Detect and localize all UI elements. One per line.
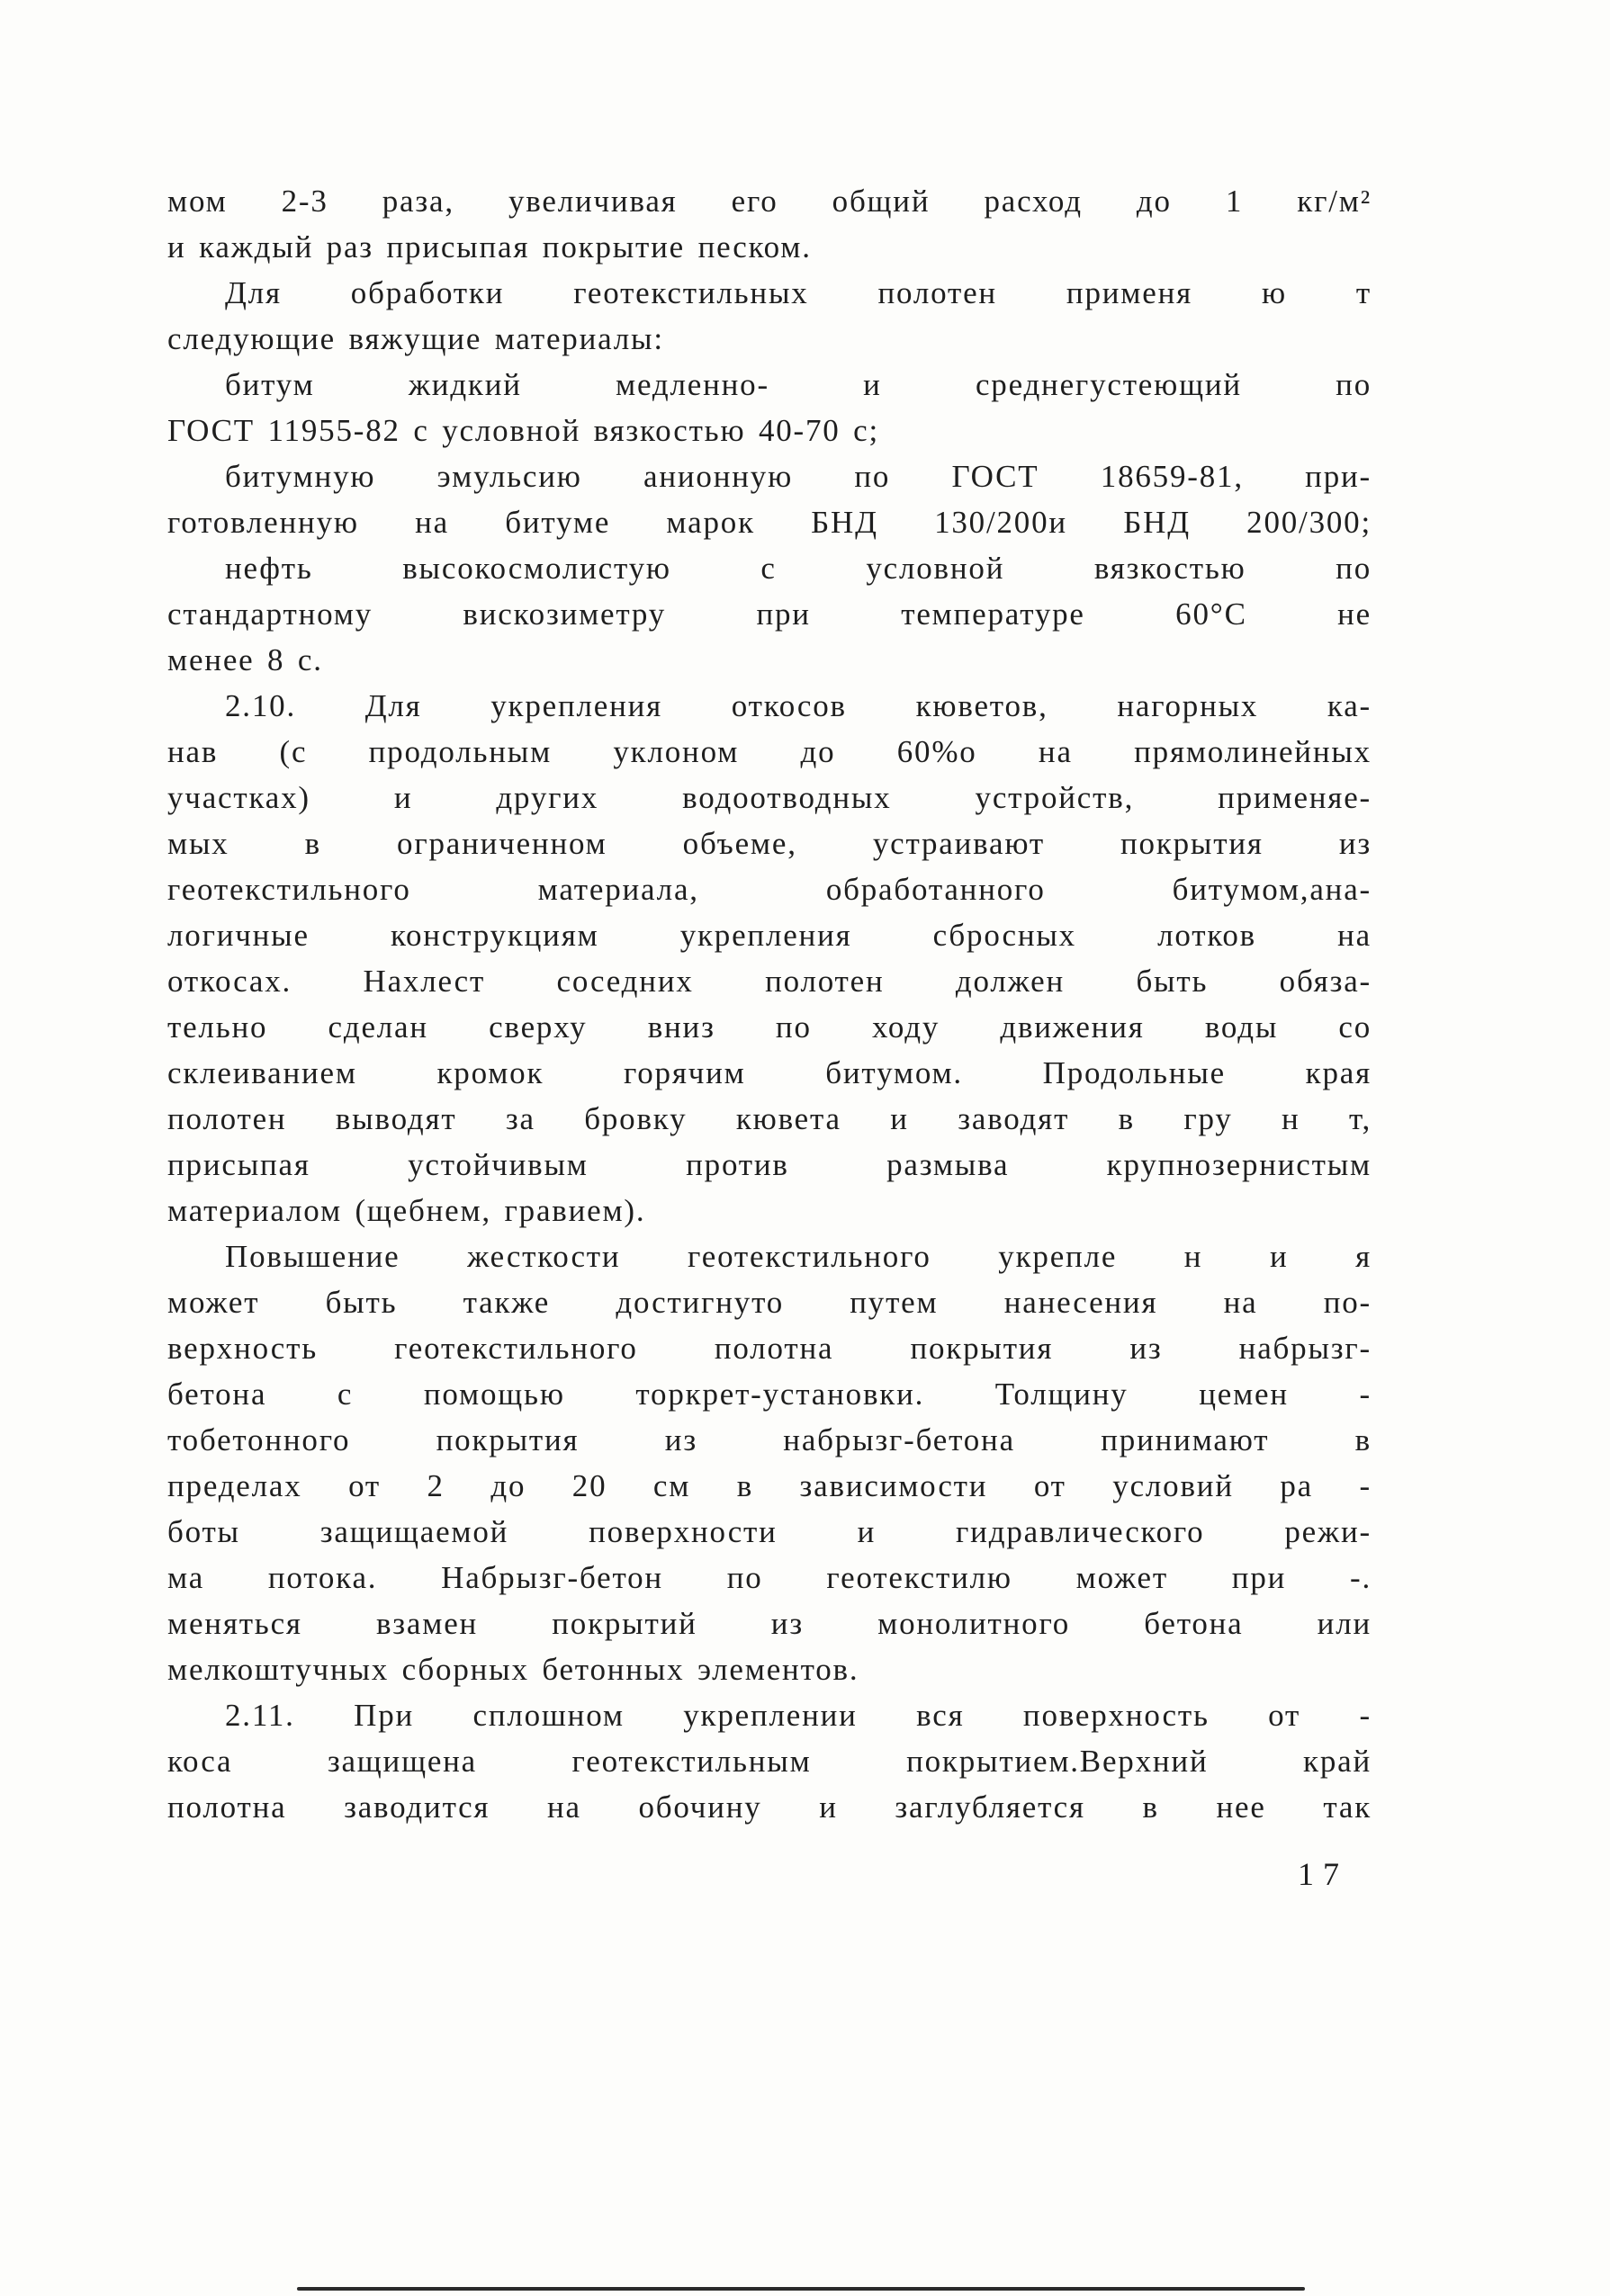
text-line: полотен выводят за бровку кювета и заводят в гру н т, bbox=[167, 1101, 1372, 1136]
text-line: бетона с помощью торкрет-установки. Толщину цемен - bbox=[167, 1377, 1372, 1412]
text-line: может быть также достигнуто путем нанесения на по- bbox=[167, 1285, 1372, 1320]
text-line: Для обработки геотекстильных полотен применя ю т bbox=[225, 275, 1372, 310]
text-line: битум жидкий медленно- и среднегустеющий по bbox=[225, 367, 1372, 402]
text-line: пределах от 2 до 20 см в зависимости от условий ра - bbox=[167, 1468, 1372, 1503]
text-line: нефть высокосмолистую с условной вязкостью по bbox=[225, 551, 1372, 586]
text-line: геотекстильного материала, обработанного битумом,ана- bbox=[167, 872, 1372, 907]
text-line: участках) и других водоотводных устройств, применяе- bbox=[167, 780, 1372, 815]
text-line: битумную эмульсию анионную по ГОСТ 18659-81, при- bbox=[225, 459, 1372, 494]
text-line: нав (с продольным уклоном до 60%о на прямолинейных bbox=[167, 734, 1372, 769]
text-line: менее 8 с. bbox=[167, 642, 323, 677]
text-line: боты защищаемой поверхности и гидравлического режи- bbox=[167, 1514, 1372, 1549]
text-line: откосах. Нахлест соседних полотен должен быть обяза- bbox=[167, 964, 1372, 999]
text-line: стандартному вискозиметру при температуре 60°С не bbox=[167, 596, 1372, 632]
text-line: 2.11. При сплошном укреплении вся поверхность от - bbox=[225, 1698, 1372, 1733]
text-line: меняться взамен покрытий из монолитного бетона или bbox=[167, 1606, 1372, 1641]
text-line: материалом (щебнем, гравием). bbox=[167, 1193, 646, 1228]
text-line: мых в ограниченном объеме, устраивают покрытия из bbox=[167, 826, 1372, 861]
document-body bbox=[167, 178, 1372, 1830]
text-line: ма потока. Набрызг-бетон по геотекстилю может при -. bbox=[167, 1560, 1372, 1595]
text-line: верхность геотекстильного полотна покрытия из набрызг- bbox=[167, 1331, 1372, 1366]
text-line: 2.10. Для укрепления откосов кюветов, нагорных ка- bbox=[225, 688, 1372, 723]
text-line: готовленную на битуме марок БНД 130/200и БНД 200/300; bbox=[167, 505, 1372, 540]
text-line: следующие вяжущие материалы: bbox=[167, 321, 664, 356]
text-line: мом 2-3 раза, увеличивая его общий расход до 1 кг/м² bbox=[167, 184, 1372, 219]
text-line: коса защищена геотекстильным покрытием.Верхний край bbox=[167, 1744, 1372, 1779]
page-number: 17 bbox=[1298, 1856, 1348, 1892]
text-line: и каждый раз присыпая покрытие песком. bbox=[167, 229, 812, 265]
text-line: Повышение жесткости геотекстильного укрепле н и я bbox=[225, 1239, 1372, 1274]
text-line: ГОСТ 11955-82 с условной вязкостью 40-70 с; bbox=[167, 413, 880, 448]
text-line: полотна заводится на обочину и заглубляется в нее так bbox=[167, 1789, 1372, 1825]
text-line: логичные конструкциям укрепления сбросных лотков на bbox=[167, 918, 1372, 953]
text-line: присыпая устойчивым против размыва крупнозернистым bbox=[167, 1147, 1372, 1182]
text-line: тобетонного покрытия из набрызг-бетона принимают в bbox=[167, 1422, 1372, 1457]
text-line: мелкоштучных сборных бетонных элементов. bbox=[167, 1652, 859, 1687]
text-line: склеиванием кромок горячим битумом. Продольные края bbox=[167, 1055, 1372, 1090]
text-line: тельно сделан сверху вниз по ходу движения воды со bbox=[167, 1009, 1372, 1045]
scan-edge-artifact bbox=[297, 2287, 1305, 2291]
